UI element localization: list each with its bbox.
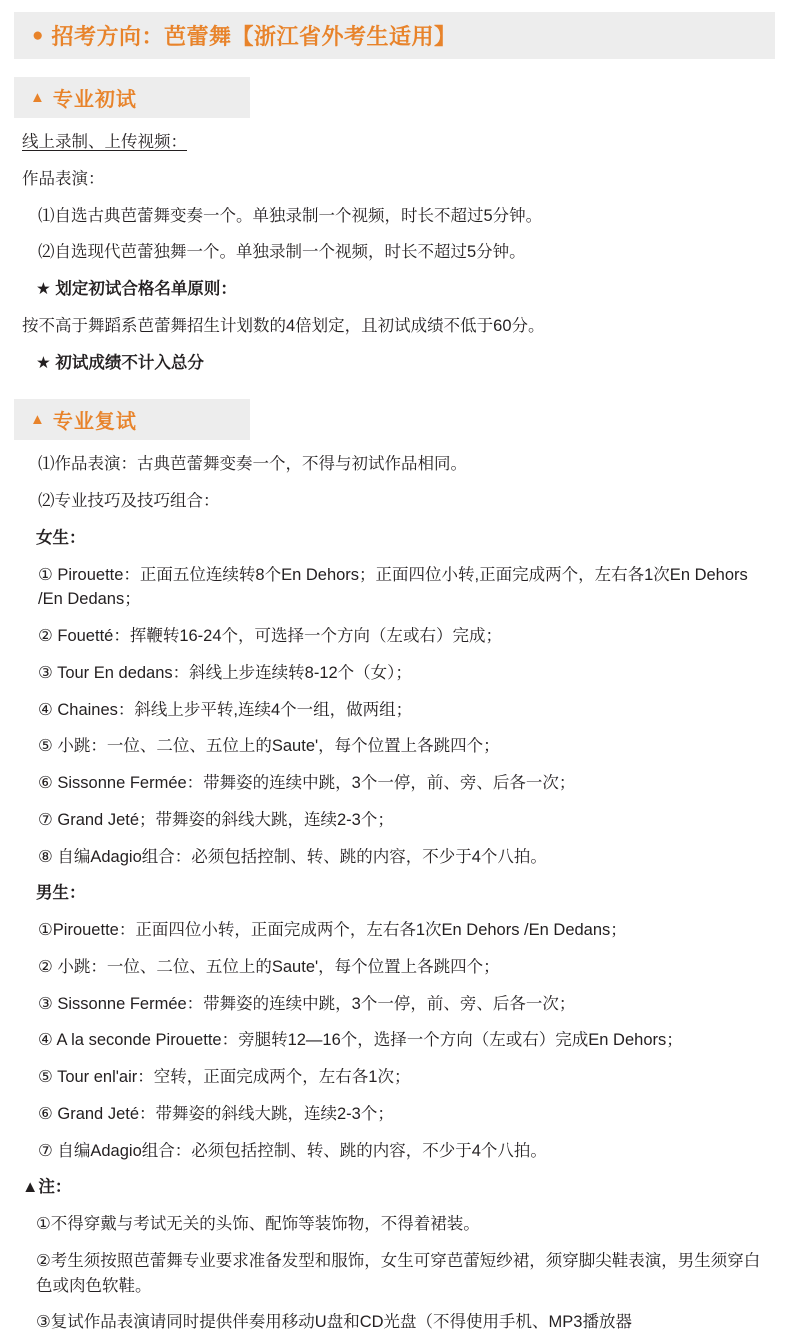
note-item: ②考生须按照芭蕾舞专业要求准备发型和服饰，女生可穿芭蕾短纱裙，须穿脚尖鞋表演，男生须穿白色或肉色软鞋。 bbox=[36, 1251, 761, 1295]
page-title-bar bbox=[14, 12, 775, 59]
note-item: ③复试作品表演请同时提供伴奏用移动U盘和CD光盘（不得使用手机、MP3播放器 bbox=[36, 1313, 632, 1332]
list-item: ③ Tour En dedans：斜线上步连续转8-12个（女）； bbox=[38, 663, 412, 682]
section-body-preliminary bbox=[0, 124, 789, 381]
list-item: ④ A la seconde Pirouette：旁腿转12—16个，选择一个方向（左或右）完成En Dehors； bbox=[38, 1031, 683, 1050]
subsection-label-male: 男生： bbox=[36, 884, 86, 903]
section-title: 专业复试 bbox=[52, 411, 137, 434]
paragraph: ⑵自选现代芭蕾独舞一个。单独录制一个视频，时长不超过5分钟。 bbox=[38, 243, 526, 262]
list-item: ⑦ Grand Jeté；带舞姿的斜线大跳，连续2-3个； bbox=[38, 810, 394, 829]
list-item: ② 小跳：一位、二位、五位上的Saute'，每个位置上各跳四个； bbox=[38, 957, 500, 976]
list-item: ⑤ Tour enl'air：空转，正面完成两个，左右各1次； bbox=[38, 1068, 411, 1086]
list-item: ⑥ Grand Jeté：带舞姿的斜线大跳，连续2-3个； bbox=[38, 1104, 394, 1123]
list-item: ⑤ 小跳：一位、二位、五位上的Saute'，每个位置上各跳四个； bbox=[38, 737, 500, 756]
list-item: ② Fouetté：挥鞭转16-24个，可选择一个方向（左或右）完成； bbox=[38, 627, 503, 645]
section-header-preliminary bbox=[14, 77, 250, 118]
paragraph: ⑴作品表演：古典芭蕾舞变奏一个，不得与初试作品相同。 bbox=[38, 455, 467, 474]
list-item: ⑥ Sissonne Fermée：带舞姿的连续中跳，3个一停，前、旁、后各一次； bbox=[38, 774, 576, 792]
paragraph: 线上录制、上传视频： bbox=[22, 133, 187, 151]
section-title: 专业初试 bbox=[52, 89, 137, 111]
note-item: ①不得穿戴与考试无关的头饰、配饰等装饰物，不得着裙装。 bbox=[36, 1215, 480, 1233]
paragraph-highlight: ★ 初试成绩不计入总分 bbox=[36, 353, 204, 372]
document-page bbox=[0, 12, 789, 1341]
list-item: ⑦ 自编Adagio组合：必须包括控制、转、跳的内容，不少于4个八拍。 bbox=[38, 1141, 547, 1160]
paragraph: ⑵专业技巧及技巧组合： bbox=[38, 492, 220, 510]
notes-header: ▲注： bbox=[22, 1178, 72, 1197]
section-body-final bbox=[0, 446, 789, 1341]
paragraph: 作品表演： bbox=[22, 169, 105, 188]
triangle-up-icon: ▲ bbox=[30, 411, 45, 429]
list-item: ④ Chaines：斜线上步平转,连续4个一组，做两组； bbox=[38, 700, 413, 719]
list-item: ①Pirouette：正面四位小转，正面完成两个，左右各1次En Dehors /En Dedans； bbox=[38, 921, 627, 939]
triangle-up-icon: ▲ bbox=[30, 89, 45, 106]
paragraph-highlight: ★ 划定初试合格名单原则： bbox=[36, 280, 237, 298]
page-title: 招考方向：芭蕾舞【浙江省外考生适用】 bbox=[51, 24, 457, 49]
paragraph: ⑴自选古典芭蕾舞变奏一个。单独录制一个视频，时长不超过5分钟。 bbox=[38, 206, 543, 225]
list-item: ① Pirouette：正面五位连续转8个En Dehors；正面四位小转,正面完成两个，左右各1次En Dehors /En Dedans； bbox=[38, 565, 748, 609]
subsection-label-female: 女生： bbox=[36, 528, 86, 547]
list-item: ⑧ 自编Adagio组合：必须包括控制、转、跳的内容，不少于4个八拍。 bbox=[38, 847, 547, 866]
circle-bullet-icon: ● bbox=[32, 25, 44, 46]
list-item: ③ Sissonne Fermée：带舞姿的连续中跳，3个一停，前、旁、后各一次； bbox=[38, 994, 576, 1013]
section-header-final bbox=[14, 399, 250, 440]
paragraph: 按不高于舞蹈系芭蕾舞招生计划数的4倍划定，且初试成绩不低于60分。 bbox=[22, 316, 545, 335]
